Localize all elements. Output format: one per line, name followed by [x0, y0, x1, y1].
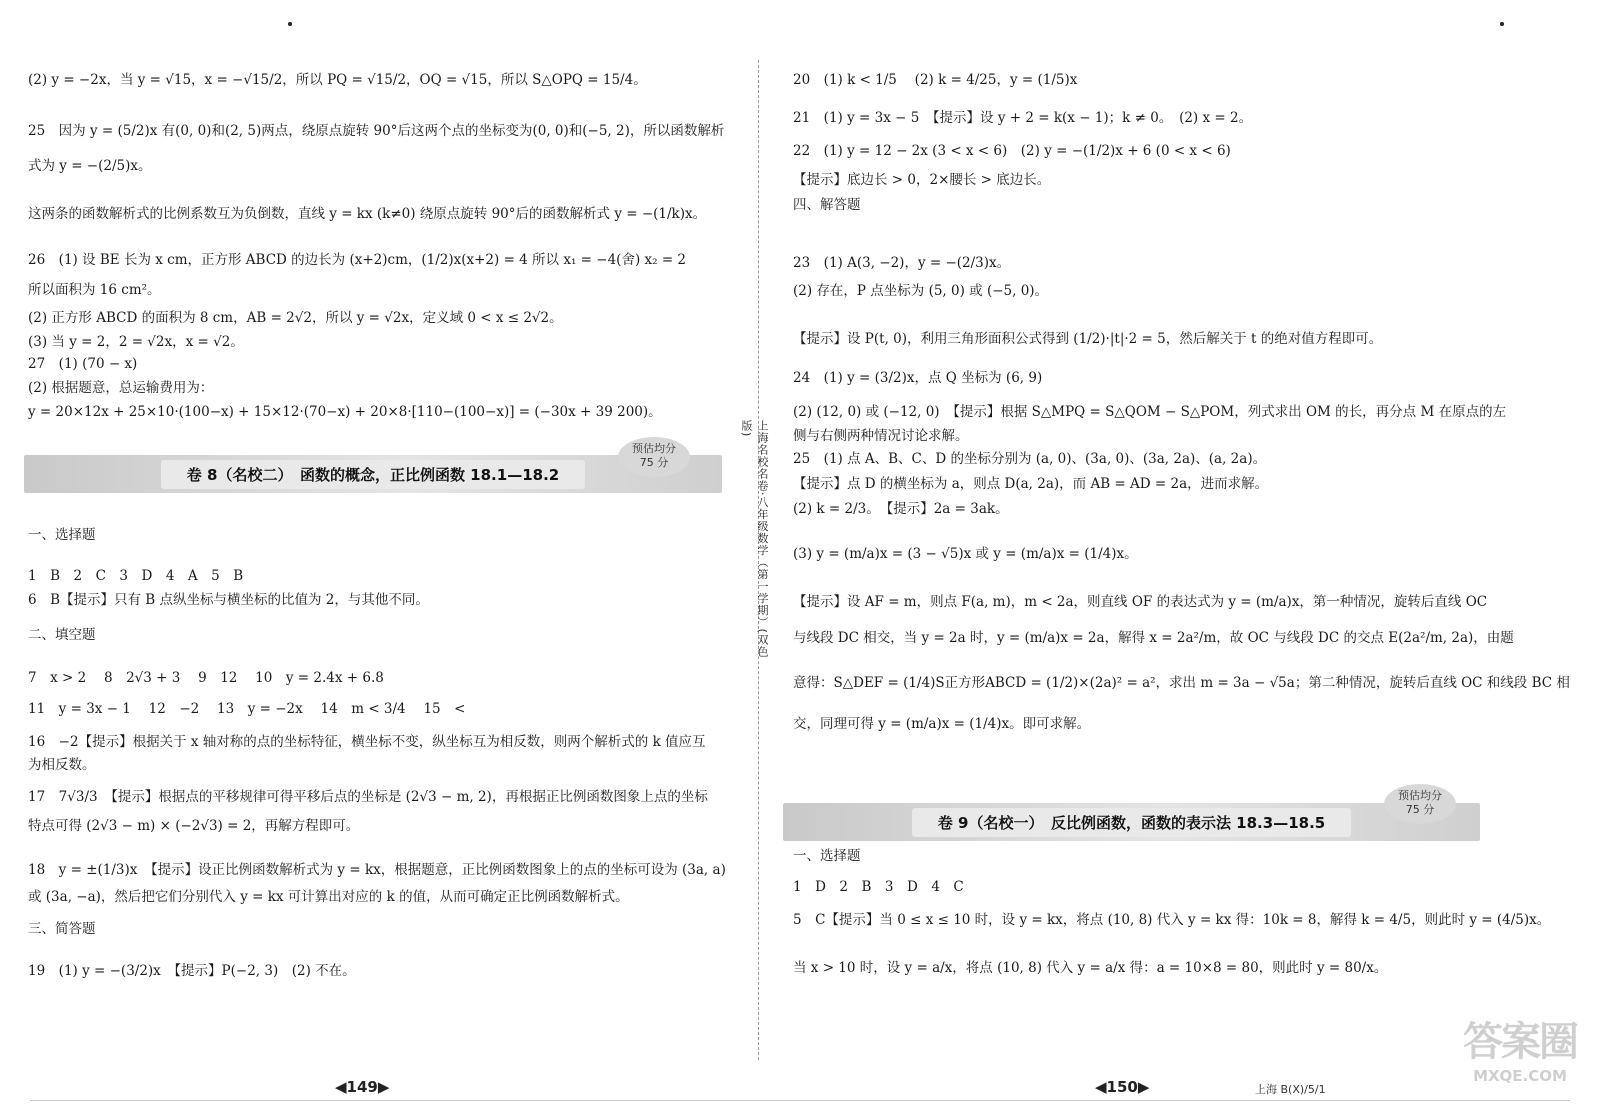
corner-dot-right: [1500, 22, 1504, 26]
corner-dot-left: [288, 22, 292, 26]
page-number-right: ◀150▶: [1095, 1078, 1150, 1096]
left-text-line: (2) 正方形 ABCD 的面积为 8 cm，AB = 2√2，所以 y = √2x，定义域 0 < x ≤ 2√2。: [28, 310, 563, 326]
right-text-line: (2) (12, 0) 或 (−12, 0) 【提示】根据 S△MPQ = S△QOM − S△POM，列式求出 OM 的长，再分点 M 在原点的左: [793, 404, 1507, 420]
left-text-line: 26 (1) 设 BE 长为 x cm，正方形 ABCD 的边长为 (x+2)cm，(1/2)x(x+2) = 4 所以 x₁ = −4(舍) x₂ = 2: [28, 252, 687, 268]
section-banner-right: [783, 803, 1480, 841]
left-text-line: 式为 y = −(2/5)x。: [28, 158, 152, 174]
left-text-line: 或 (3a, −a)，然后把它们分别代入 y = kx 可计算出对应的 k 的值，从而可确定正比例函数解析式。: [28, 889, 629, 905]
left-text-line: 为相反数。: [28, 757, 96, 773]
left-text-line: 11 y = 3x − 1 12 −2 13 y = −2x 14 m < 3/4 15 <: [28, 701, 466, 717]
left-text-line: 三、简答题: [28, 921, 96, 937]
left-text-line: 6 B【提示】只有 B 点纵坐标与横坐标的比值为 2，与其他不同。: [28, 592, 429, 608]
right-text-line: 【提示】底边长 > 0，2×腰长 > 底边长。: [793, 172, 1051, 188]
right-text-line: 25 (1) 点 A、B、C、D 的坐标分别为 (a, 0)、(3a, 0)、(3a, 2a)、(a, 2a)。: [793, 451, 1267, 467]
left-text-line: 16 −2【提示】根据关于 x 轴对称的点的坐标特征，横坐标不变，纵坐标互为相反数，则两个解析式的 k 值应互: [28, 734, 706, 750]
section-title-right: 卷 9（名校一） 反比例函数，函数的表示法 18.3—18.5: [912, 808, 1351, 837]
right-text-line: 与线段 DC 相交，当 y = 2a 时，y = (m/a)x = 2a，解得 x = 2a²/m，故 OC 与线段 DC 的交点 E(2a²/m, 2a)，由题: [793, 630, 1514, 646]
left-text-line: 一、选择题: [28, 527, 96, 543]
watermark: 答案圈 MXQE.COM: [1463, 1019, 1577, 1085]
right-text-line: 1 D 2 B 3 D 4 C: [793, 879, 964, 895]
left-text-line: 7 x > 2 8 2√3 + 3 9 12 10 y = 2.4x + 6.8: [28, 670, 384, 686]
right-text-line: 21 (1) y = 3x − 5 【提示】设 y + 2 = k(x − 1)；k ≠ 0。 (2) x = 2。: [793, 110, 1253, 126]
right-text-line: 交，同理可得 y = (m/a)x = (1/4)x。即可求解。: [793, 716, 1091, 732]
left-text-line: (3) 当 y = 2，2 = √2x，x = √2。: [28, 334, 244, 350]
right-text-line: 一、选择题: [793, 848, 861, 864]
score-badge-right: 预估均分 75 分: [1384, 784, 1456, 824]
left-text-line: (2) 根据题意，总运输费用为：: [28, 380, 214, 396]
footer-code: 上海 B(X)/5/1: [1255, 1083, 1326, 1096]
section-title-left: 卷 8（名校二） 函数的概念，正比例函数 18.1—18.2: [161, 460, 585, 489]
left-text-line: 所以面积为 16 cm²。: [28, 282, 161, 298]
right-text-line: (2) k = 2/3。 【提示】2a = 3ak。: [793, 501, 1009, 517]
left-text-line: 这两条的函数解析式的比例系数互为负倒数，直线 y = kx (k≠0) 绕原点旋转 90°后的函数解析式 y = −(1/k)x。: [28, 206, 707, 222]
right-text-line: 20 (1) k < 1/5 (2) k = 4/25，y = (1/5)x: [793, 72, 1078, 88]
left-text-line: y = 20×12x + 25×10·(100−x) + 15×12·(70−x) + 20×8·[110−(100−x)] = (−30x + 39 200)。: [28, 404, 662, 420]
left-text-line: 19 (1) y = −(3/2)x 【提示】P(−2, 3) (2) 不在。: [28, 963, 356, 979]
right-text-line: 23 (1) A(3, −2)，y = −(2/3)x。: [793, 255, 1011, 271]
right-text-line: 22 (1) y = 12 − 2x (3 < x < 6) (2) y = −(1/2)x + 6 (0 < x < 6): [793, 143, 1231, 159]
left-text-line: 特点可得 (2√3 − m) × (−2√3) = 2，再解方程即可。: [28, 818, 360, 834]
left-text-line: (2) y = −2x，当 y = √15，x = −√15/2，所以 PQ = √15/2，OQ = √15，所以 S△OPQ = 15/4。: [28, 72, 647, 88]
left-text-line: 17 7√3/3 【提示】根据点的平移规律可得平移后点的坐标是 (2√3 − m, 2)，再根据正比例函数图象上点的坐标: [28, 789, 708, 805]
right-text-line: 【提示】设 P(t, 0)，利用三角形面积公式得到 (1/2)·|t|·2 = 5，然后解关于 t 的绝对值方程即可。: [793, 331, 1383, 347]
left-text-line: 1 B 2 C 3 D 4 A 5 B: [28, 568, 244, 584]
bottom-rule: [30, 1100, 1570, 1101]
right-text-line: 侧与右侧两种情况讨论求解。: [793, 428, 969, 444]
right-text-line: 意得：S△DEF = (1/4)S正方形ABCD = (1/2)×(2a)² = a²，求出 m = 3a − √5a；第二种情况，旋转后直线 OC 和线段 BC 相: [793, 675, 1570, 691]
right-text-line: 【提示】点 D 的横坐标为 a，则点 D(a, 2a)，而 AB = AD = 2a，进而求解。: [793, 476, 1269, 492]
left-text-line: 二、填空题: [28, 627, 96, 643]
right-text-line: 24 (1) y = (3/2)x，点 Q 坐标为 (6, 9): [793, 370, 1043, 386]
page-number-left: ◀149▶: [335, 1078, 390, 1096]
right-text-line: (3) y = (m/a)x = (3 − √5)x 或 y = (m/a)x = (1/4)x。: [793, 546, 1138, 562]
spine-text: 上海名校名卷·八年级数学（第一学期）(双色版): [740, 420, 769, 658]
score-badge-left: 预估均分 75 分: [618, 437, 690, 477]
right-text-line: 【提示】设 AF = m，则点 F(a, m)，m < 2a，则直线 OF 的表达式为 y = (m/a)x，第一种情况，旋转后直线 OC: [793, 594, 1488, 610]
right-text-line: 当 x > 10 时，设 y = a/x，将点 (10, 8) 代入 y = a/x 得：a = 10×8 = 80，则此时 y = 80/x。: [793, 960, 1388, 976]
left-text-line: 18 y = ±(1/3)x 【提示】设正比例函数解析式为 y = kx，根据题意，正比例函数图象上的点的坐标可设为 (3a, a): [28, 862, 726, 878]
left-text-line: 27 (1) (70 − x): [28, 356, 138, 372]
right-text-line: 四、解答题: [793, 197, 861, 213]
right-text-line: (2) 存在，P 点坐标为 (5, 0) 或 (−5, 0)。: [793, 283, 1049, 299]
right-text-line: 5 C【提示】当 0 ≤ x ≤ 10 时，设 y = kx，将点 (10, 8) 代入 y = kx 得：10k = 8，解得 k = 4/5，则此时 y = (4/5)x。: [793, 912, 1551, 928]
left-text-line: 25 因为 y = (5/2)x 有(0, 0)和(2, 5)两点，绕原点旋转 90°后这两个点的坐标变为(0, 0)和(−5, 2)，所以函数解析: [28, 123, 725, 139]
